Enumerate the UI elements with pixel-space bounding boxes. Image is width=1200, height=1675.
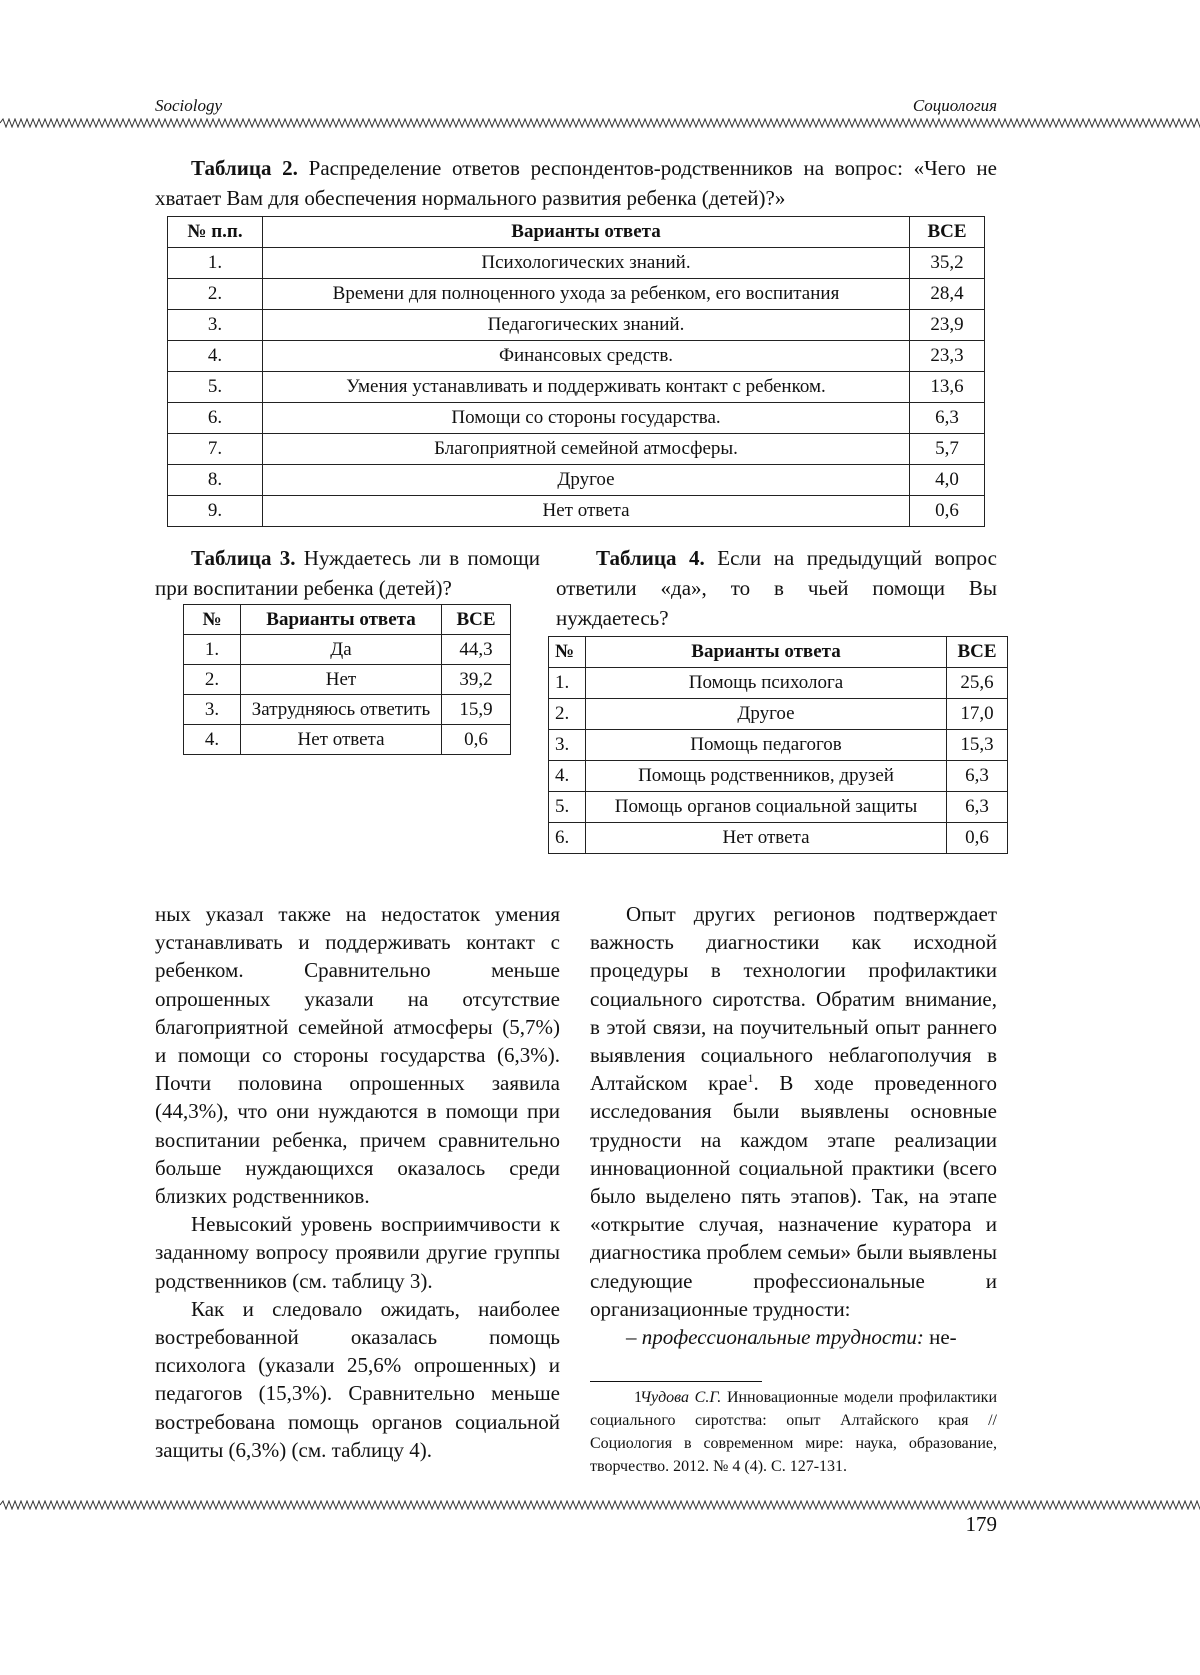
table-cell: 3. xyxy=(184,695,241,725)
table2-label: Таблица 2. xyxy=(191,156,298,180)
table-cell: 1. xyxy=(168,248,263,279)
footnote-rule xyxy=(590,1381,762,1382)
table-cell: 9. xyxy=(168,496,263,527)
table-header-cell: Варианты ответа xyxy=(241,605,442,635)
body-column-right xyxy=(590,900,997,1351)
table-cell: Нет ответа xyxy=(263,496,910,527)
table-cell: Помощи со стороны государства. xyxy=(263,403,910,434)
table3 xyxy=(183,604,511,755)
table-row xyxy=(549,823,1008,854)
italic-term: профессиональные трудности: xyxy=(641,1325,924,1350)
table-cell: 0,6 xyxy=(442,725,511,755)
table-header-cell: ВСЕ xyxy=(947,637,1008,668)
table-row xyxy=(168,372,985,403)
table-header-cell: ВСЕ xyxy=(910,217,985,248)
table-cell: Благоприятной семейной атмосферы. xyxy=(263,434,910,465)
table-row xyxy=(184,725,511,755)
body-paragraph: Невысокий уровень восприимчивости к заданному вопросу проявили другие группы родственников (см. таблицу 3). xyxy=(155,1212,560,1293)
table-cell: 13,6 xyxy=(910,372,985,403)
table-cell: 25,6 xyxy=(947,668,1008,699)
list-dash: – xyxy=(626,1325,642,1350)
table-cell: 2. xyxy=(184,665,241,695)
table-cell: 44,3 xyxy=(442,635,511,665)
table-cell: 6. xyxy=(549,823,586,854)
body-paragraph: ных указал также на недостаток умения устанавливать и поддерживать контакт с ребенком. Сравнительно меньше опрошенных указали на отсутствие благоприятной семейной атмосферы (5,7%) и помощи со стороны государства (6,3%). Почти половина опрошенных заявила (44,3%), что они нуждаются в помощи при воспитании ребенка, причем сравнительно больше нуждающихся оказалось среди близких родственников. xyxy=(155,902,560,1209)
table-header-cell: Варианты ответа xyxy=(263,217,910,248)
table-row xyxy=(549,730,1008,761)
table-cell: Нет xyxy=(241,665,442,695)
table-row xyxy=(549,699,1008,730)
table-header-cell: № п.п. xyxy=(168,217,263,248)
table-cell: 2. xyxy=(549,699,586,730)
table2-caption xyxy=(155,153,997,213)
table-cell: Помощь психолога xyxy=(586,668,947,699)
table-row xyxy=(549,761,1008,792)
table-cell: 0,6 xyxy=(910,496,985,527)
table-cell: Умения устанавливать и поддерживать контакт с ребенком. xyxy=(263,372,910,403)
table-cell: 7. xyxy=(168,434,263,465)
table-cell: 5. xyxy=(168,372,263,403)
footnote xyxy=(590,1386,997,1478)
table-row xyxy=(168,465,985,496)
top-ornament-line xyxy=(0,118,1200,128)
table-header-row xyxy=(184,605,511,635)
table-cell: Нет ответа xyxy=(241,725,442,755)
table2-caption-text: Распределение ответов респондентов-родственников на вопрос: «Чего не хватает Вам для обеспечения нормального развития ребенка (детей)?» xyxy=(155,156,997,210)
header-right: Социология xyxy=(912,96,997,115)
footnote-text: Инновационные модели профилактики социального сиротства: опыт Алтайского края // Социология в современном мире: наука, образование, творчество. 2012. № 4 (4). С. 127-131. xyxy=(590,1389,998,1475)
paragraph-text: Опыт других регионов подтверждает важность диагностики как исходной процедуры в технологии профилактики социального сиротства. Обратим внимание, в этой связи, на поучительный опыт раннего выявления социального неблагополучия в Алтайском крае xyxy=(590,902,997,1096)
table-cell: Нет ответа xyxy=(586,823,947,854)
table-cell: 2. xyxy=(168,279,263,310)
table-row xyxy=(168,434,985,465)
table-cell: 4. xyxy=(184,725,241,755)
table-row xyxy=(168,248,985,279)
table-cell: 23,9 xyxy=(910,310,985,341)
table-cell: Другое xyxy=(586,699,947,730)
table-cell: Педагогических знаний. xyxy=(263,310,910,341)
table-cell: 3. xyxy=(168,310,263,341)
table-cell: 28,4 xyxy=(910,279,985,310)
table-header-row xyxy=(168,217,985,248)
footnote-number: 1 xyxy=(634,1389,642,1406)
table-cell: Да xyxy=(241,635,442,665)
table-row xyxy=(549,792,1008,823)
bottom-ornament-line xyxy=(0,1500,1200,1510)
table-row xyxy=(168,496,985,527)
table-row xyxy=(549,668,1008,699)
table-header-cell: ВСЕ xyxy=(442,605,511,635)
table-row xyxy=(184,665,511,695)
table-cell: 6,3 xyxy=(947,792,1008,823)
table-cell: Помощь родственников, друзей xyxy=(586,761,947,792)
table-cell: 6. xyxy=(168,403,263,434)
zigzag-path xyxy=(0,1501,1200,1509)
table-row xyxy=(168,310,985,341)
table-cell: 5. xyxy=(549,792,586,823)
table2 xyxy=(167,216,985,527)
table-row xyxy=(184,695,511,725)
table-header-cell: Варианты ответа xyxy=(586,637,947,668)
page-number: 179 xyxy=(965,1512,997,1536)
table-cell: Другое xyxy=(263,465,910,496)
table-cell: 35,2 xyxy=(910,248,985,279)
footnote-ref: 1 xyxy=(747,1071,754,1086)
table-header-row xyxy=(549,637,1008,668)
table-cell: Психологических знаний. xyxy=(263,248,910,279)
table-cell: 17,0 xyxy=(947,699,1008,730)
table3-caption-text: Нуждаетесь ли в помощи при воспитании ребенка (детей)? xyxy=(155,546,540,600)
table-cell: 3. xyxy=(549,730,586,761)
table-cell: 0,6 xyxy=(947,823,1008,854)
table-cell: 6,3 xyxy=(910,403,985,434)
body-paragraph: Как и следовало ожидать, наиболее востребованной оказалась помощь психолога (указали 25,6% опрошенных) и педагогов (15,3%). Сравнительно меньше востребована помощь органов социальной защиты (6,3%) (см. таблицу 4). xyxy=(155,1296,560,1462)
header-left: Sociology xyxy=(155,96,223,115)
table-cell: 5,7 xyxy=(910,434,985,465)
table-cell: Помощь органов социальной защиты xyxy=(586,792,947,823)
table-cell: Времени для полноценного ухода за ребенком, его воспитания xyxy=(263,279,910,310)
table4 xyxy=(548,636,1008,854)
table-cell: 6,3 xyxy=(947,761,1008,792)
table-cell: 15,9 xyxy=(442,695,511,725)
table4-label: Таблица 4. xyxy=(596,546,705,570)
table-header-cell: № xyxy=(184,605,241,635)
running-header xyxy=(155,96,997,120)
body-paragraph xyxy=(590,900,997,1323)
table-cell: Финансовых средств. xyxy=(263,341,910,372)
table-cell: 1. xyxy=(549,668,586,699)
zigzag-path xyxy=(0,119,1200,127)
table-cell: 15,3 xyxy=(947,730,1008,761)
paragraph-text: . В ходе проведенного исследования были выявлены основные трудности на каждом этапе реализации инновационной социальной практики (всего было выделено пять этапов). Так, на этапе «открытие случая, назначение куратора и диагностика проблем семьи» были выявлены следующие профессиональные и организационные трудности: xyxy=(590,1071,997,1321)
table-row xyxy=(168,279,985,310)
table4-caption xyxy=(556,543,997,633)
table-cell: 4,0 xyxy=(910,465,985,496)
table-cell: Помощь педагогов xyxy=(586,730,947,761)
table-cell: 4. xyxy=(549,761,586,792)
table3-label: Таблица 3. xyxy=(191,546,296,570)
table-cell: 1. xyxy=(184,635,241,665)
table-cell: 23,3 xyxy=(910,341,985,372)
table-row xyxy=(184,635,511,665)
table-cell: 4. xyxy=(168,341,263,372)
paragraph-text: не- xyxy=(923,1325,957,1350)
body-column-left xyxy=(155,900,560,1464)
body-paragraph xyxy=(590,1323,997,1351)
table4-caption-text: Если на предыдущий вопрос ответили «да», то в чьей помощи Вы нуждаетесь? xyxy=(556,546,997,630)
footnote-author: Чудова С.Г. xyxy=(640,1389,722,1406)
table-header-cell: № xyxy=(549,637,586,668)
table3-caption xyxy=(155,543,540,603)
table-row xyxy=(168,403,985,434)
table-row xyxy=(168,341,985,372)
table-cell: Затрудняюсь ответить xyxy=(241,695,442,725)
table-cell: 39,2 xyxy=(442,665,511,695)
table-cell: 8. xyxy=(168,465,263,496)
